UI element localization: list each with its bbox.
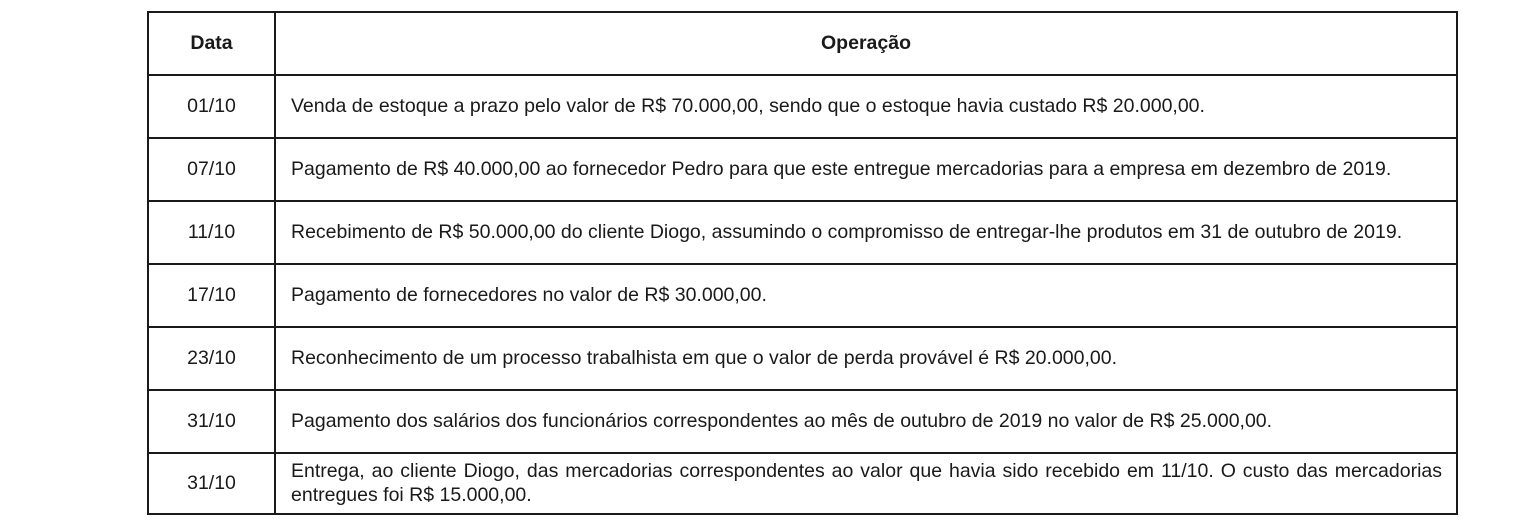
table-row [148,75,1457,138]
row-operation: Pagamento de R$ 40.000,00 ao fornecedor Pedro para que este entregue mercadorias para a empresa em dezembro de 2019. [275,138,1457,201]
row-operation: Venda de estoque a prazo pelo valor de R$ 70.000,00, sendo que o estoque havia custado R$ 20.000,00. [275,75,1457,138]
row-operation: Reconhecimento de um processo trabalhista em que o valor de perda provável é R$ 20.000,00. [275,327,1457,390]
header-date: Data [148,12,275,75]
row-date: 07/10 [148,138,275,201]
table-row [148,453,1457,514]
row-date: 11/10 [148,201,275,264]
row-date: 31/10 [148,453,275,514]
table-row [148,264,1457,327]
row-date: 23/10 [148,327,275,390]
row-date: 17/10 [148,264,275,327]
table-row [148,327,1457,390]
operations-table [147,11,1458,515]
row-operation: Recebimento de R$ 50.000,00 do cliente Diogo, assumindo o compromisso de entregar-lhe produtos em 31 de outubro de 2019. [275,201,1457,264]
header-operation: Operação [275,12,1457,75]
row-operation: Pagamento de fornecedores no valor de R$ 30.000,00. [275,264,1457,327]
row-operation: Entrega, ao cliente Diogo, das mercadorias correspondentes ao valor que havia sido recebido em 11/10. O custo das mercadorias entregues foi R$ 15.000,00. [275,453,1457,514]
table-row [148,201,1457,264]
table-row [148,390,1457,453]
table-header-row [148,12,1457,75]
row-operation: Pagamento dos salários dos funcionários correspondentes ao mês de outubro de 2019 no valor de R$ 25.000,00. [275,390,1457,453]
table-row [148,138,1457,201]
row-date: 31/10 [148,390,275,453]
row-date: 01/10 [148,75,275,138]
